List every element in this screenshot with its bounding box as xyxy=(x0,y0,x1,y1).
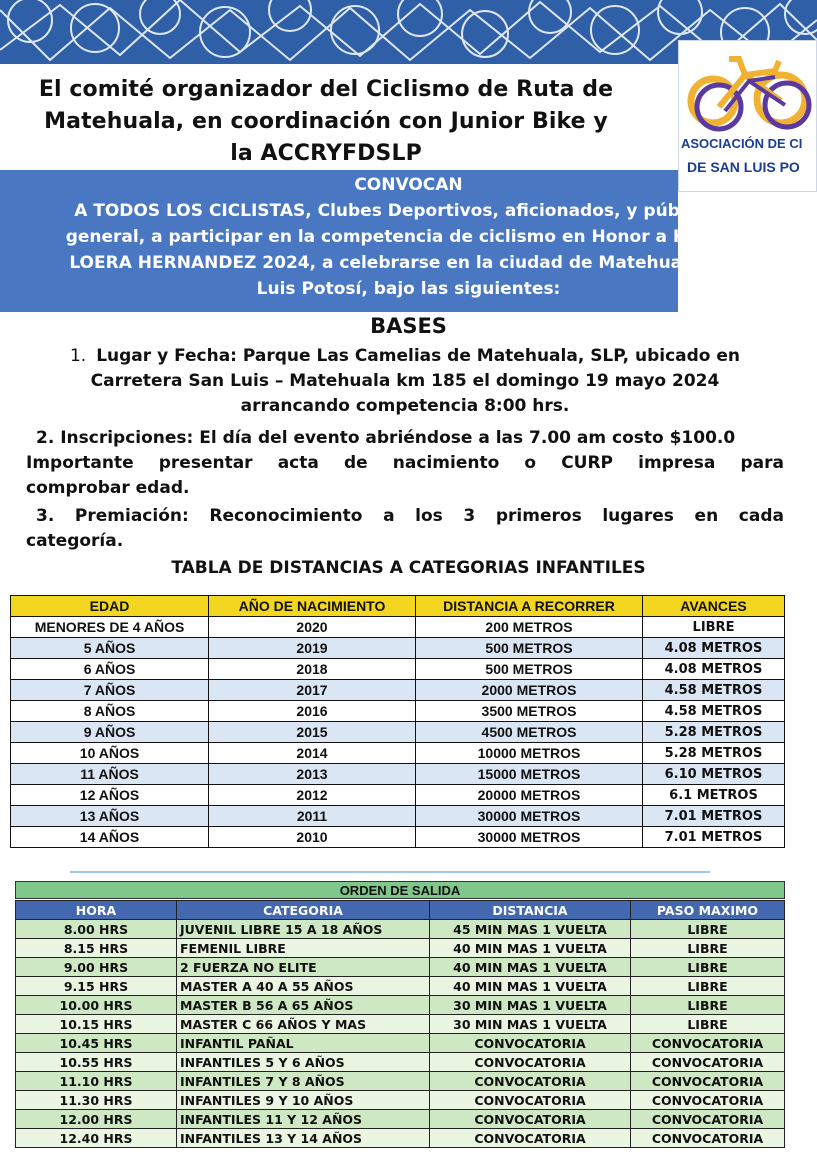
bases-item-1 xyxy=(26,344,784,419)
distances-table-header xyxy=(11,596,785,617)
table-cell: CONVOCATORIA xyxy=(631,1034,785,1053)
table-cell: 4.58 METROS xyxy=(643,701,785,722)
start-order-header xyxy=(16,901,785,920)
table-row xyxy=(16,1053,785,1072)
convocan-text xyxy=(0,172,817,302)
bases-item-1-line2: Carretera San Luis – Matehuala km 185 el domingo 19 mayo 2024 xyxy=(90,371,720,391)
divider xyxy=(70,871,710,873)
table-cell: MASTER C 66 AÑOS Y MAS xyxy=(177,1015,430,1034)
table-cell: 9 AÑOS xyxy=(11,722,209,743)
logo-text-line1: ASOCIACIÓN DE CI xyxy=(681,136,803,151)
table-cell: 20000 METROS xyxy=(416,785,643,806)
col-avances: AVANCES xyxy=(643,596,785,617)
distances-table xyxy=(10,595,785,848)
table-row xyxy=(16,1034,785,1053)
table-cell: 10000 METROS xyxy=(416,743,643,764)
table-row xyxy=(11,743,785,764)
col-distancia-2: DISTANCIA xyxy=(430,901,631,920)
table-cell: 500 METROS xyxy=(416,659,643,680)
table-cell: 7 AÑOS xyxy=(11,680,209,701)
table-cell: LIBRE xyxy=(631,1015,785,1034)
page-heading xyxy=(14,74,638,170)
table-cell: 6.10 METROS xyxy=(643,764,785,785)
table-cell: 2014 xyxy=(209,743,416,764)
table-cell: MASTER B 56 A 65 AÑOS xyxy=(177,996,430,1015)
table-cell: 11.30 HRS xyxy=(16,1091,177,1110)
table-cell: CONVOCATORIA xyxy=(631,1091,785,1110)
table-cell: CONVOCATORIA xyxy=(631,1129,785,1148)
table-cell: CONVOCATORIA xyxy=(430,1110,631,1129)
bases-item-2-line3: comprobar edad. xyxy=(26,478,190,498)
table-cell: CONVOCATORIA xyxy=(430,1091,631,1110)
logo-text-line2: DE SAN LUIS PO xyxy=(687,159,800,175)
table-cell: INFANTILES 7 Y 8 AÑOS xyxy=(177,1072,430,1091)
heading-line2: Matehuala, en coordinación con Junior Bike y xyxy=(44,109,608,134)
table-row xyxy=(11,638,785,659)
table-cell: CONVOCATORIA xyxy=(631,1053,785,1072)
table-cell: 2013 xyxy=(209,764,416,785)
table-cell: 4500 METROS xyxy=(416,722,643,743)
table-cell: 7.01 METROS xyxy=(643,827,785,848)
table-cell: 5 AÑOS xyxy=(11,638,209,659)
table-cell: MENORES DE 4 AÑOS xyxy=(11,617,209,638)
table-cell: 9.00 HRS xyxy=(16,958,177,977)
table-cell: 30 MIN MAS 1 VUELTA xyxy=(430,1015,631,1034)
table-cell: 15000 METROS xyxy=(416,764,643,785)
table-cell: 8.15 HRS xyxy=(16,939,177,958)
table-cell: LIBRE xyxy=(631,958,785,977)
table-row xyxy=(16,977,785,996)
table-cell: 2015 xyxy=(209,722,416,743)
heading-line3: la ACCRYFDSLP xyxy=(230,141,422,166)
table-cell: LIBRE xyxy=(631,996,785,1015)
bicycle-logo-icon xyxy=(679,41,817,136)
table-row xyxy=(11,785,785,806)
col-categoria: CATEGORIA xyxy=(177,901,430,920)
table-row xyxy=(11,722,785,743)
table-cell: 13 AÑOS xyxy=(11,806,209,827)
table-cell: 9.15 HRS xyxy=(16,977,177,996)
bases-title: BASES xyxy=(370,314,447,338)
table-cell: 11 AÑOS xyxy=(11,764,209,785)
table-row xyxy=(11,680,785,701)
table-cell: 10.00 HRS xyxy=(16,996,177,1015)
table-cell: 2010 xyxy=(209,827,416,848)
table-cell: CONVOCATORIA xyxy=(430,1034,631,1053)
table-cell: 12.00 HRS xyxy=(16,1110,177,1129)
bases-item-2-line1: 2. Inscripciones: El día del evento abriéndose a las 7.00 am costo $100.0 xyxy=(36,428,736,448)
table-row xyxy=(16,1129,785,1148)
table-cell: 10.15 HRS xyxy=(16,1015,177,1034)
table-cell: CONVOCATORIA xyxy=(430,1129,631,1148)
table-row xyxy=(11,659,785,680)
table-cell: 2 FUERZA NO ELITE xyxy=(177,958,430,977)
table-row xyxy=(16,1091,785,1110)
table-row xyxy=(16,996,785,1015)
bases-item-1-line3: arrancando competencia 8:00 hrs. xyxy=(240,396,570,416)
table-row xyxy=(11,827,785,848)
col-distancia: DISTANCIA A RECORRER xyxy=(416,596,643,617)
table-cell: INFANTILES 5 Y 6 AÑOS xyxy=(177,1053,430,1072)
table-cell: 40 MIN MAS 1 VUELTA xyxy=(430,939,631,958)
bases-item-1-number: 1. xyxy=(69,346,87,366)
table-cell: 2020 xyxy=(209,617,416,638)
bases-item-3-line2: categoría. xyxy=(26,531,124,551)
table-cell: 500 METROS xyxy=(416,638,643,659)
table-cell: CONVOCATORIA xyxy=(631,1110,785,1129)
distances-table-title: TABLA DE DISTANCIAS A CATEGORIAS INFANTILES xyxy=(171,558,646,578)
table-cell: MASTER A 40 A 55 AÑOS xyxy=(177,977,430,996)
table-cell: LIBRE xyxy=(643,617,785,638)
table-cell: 4.58 METROS xyxy=(643,680,785,701)
col-hora: HORA xyxy=(16,901,177,920)
table-cell: CONVOCATORIA xyxy=(430,1072,631,1091)
table-cell: 8 AÑOS xyxy=(11,701,209,722)
bases-item-1-line1: Lugar y Fecha: Parque Las Camelias de Matehuala, SLP, ubicado en xyxy=(96,346,741,366)
table-row xyxy=(16,958,785,977)
table-cell: 5.28 METROS xyxy=(643,743,785,764)
table-cell: 3500 METROS xyxy=(416,701,643,722)
table-cell: 2011 xyxy=(209,806,416,827)
association-logo xyxy=(678,40,817,192)
table-cell: 2019 xyxy=(209,638,416,659)
table-cell: 30000 METROS xyxy=(416,806,643,827)
table-cell: 2000 METROS xyxy=(416,680,643,701)
table-cell: FEMENIL LIBRE xyxy=(177,939,430,958)
convocan-title: CONVOCAN xyxy=(354,175,463,195)
convocan-line1: A TODOS LOS CICLISTAS, Clubes Deportivos, aficionados, y público en xyxy=(74,201,743,221)
convocan-line4: Luis Potosí, bajo las siguientes: xyxy=(256,279,561,299)
table-cell: 8.00 HRS xyxy=(16,920,177,939)
table-cell: 14 AÑOS xyxy=(11,827,209,848)
table-cell: 2016 xyxy=(209,701,416,722)
table-cell: JUVENIL LIBRE 15 A 18 AÑOS xyxy=(177,920,430,939)
table-row xyxy=(11,617,785,638)
table-cell: LIBRE xyxy=(631,939,785,958)
table-cell: 6 AÑOS xyxy=(11,659,209,680)
table-cell: 200 METROS xyxy=(416,617,643,638)
convocan-line2: general, a participar en la competencia de ciclismo en Honor a HILARIO xyxy=(65,227,752,247)
table-cell: 7.01 METROS xyxy=(643,806,785,827)
start-order-table xyxy=(15,900,785,1148)
table-cell: 2018 xyxy=(209,659,416,680)
bases-item-3-line1: 3. Premiación: Reconocimiento a los 3 primeros lugares en cada xyxy=(36,506,784,526)
bases-item-3 xyxy=(26,504,784,554)
table-cell: 6.1 METROS xyxy=(643,785,785,806)
table-cell: 12 AÑOS xyxy=(11,785,209,806)
table-row xyxy=(16,1110,785,1129)
heading-line1: El comité organizador del Ciclismo de Ruta de xyxy=(38,77,614,102)
table-row xyxy=(16,1072,785,1091)
start-order-title: ORDEN DE SALIDA xyxy=(15,881,785,899)
table-cell: INFANTILES 9 Y 10 AÑOS xyxy=(177,1091,430,1110)
table-cell: INFANTIL PAÑAL xyxy=(177,1034,430,1053)
convocan-line3: LOERA HERNANDEZ 2024, a celebrarse en la ciudad de Matehuala, San xyxy=(69,253,748,273)
table-cell: LIBRE xyxy=(631,977,785,996)
bases-item-2-line2: Importante presentar acta de nacimiento o CURP impresa para xyxy=(26,453,784,473)
col-ano: AÑO DE NACIMIENTO xyxy=(209,596,416,617)
table-row xyxy=(16,920,785,939)
table-cell: INFANTILES 13 Y 14 AÑOS xyxy=(177,1129,430,1148)
table-row xyxy=(11,701,785,722)
col-edad: EDAD xyxy=(11,596,209,617)
table-cell: CONVOCATORIA xyxy=(631,1072,785,1091)
table-cell: CONVOCATORIA xyxy=(430,1053,631,1072)
table-cell: 2017 xyxy=(209,680,416,701)
table-cell: 2012 xyxy=(209,785,416,806)
table-cell: 10 AÑOS xyxy=(11,743,209,764)
table-cell: 4.08 METROS xyxy=(643,659,785,680)
table-cell: 4.08 METROS xyxy=(643,638,785,659)
table-cell: INFANTILES 11 Y 12 AÑOS xyxy=(177,1110,430,1129)
table-cell: 10.55 HRS xyxy=(16,1053,177,1072)
table-cell: 40 MIN MAS 1 VUELTA xyxy=(430,977,631,996)
table-cell: LIBRE xyxy=(631,920,785,939)
table-cell: 11.10 HRS xyxy=(16,1072,177,1091)
table-cell: 30 MIN MAS 1 VUELTA xyxy=(430,996,631,1015)
bases-item-2 xyxy=(26,426,784,501)
table-row xyxy=(16,1015,785,1034)
col-paso-maximo: PASO MAXIMO xyxy=(631,901,785,920)
table-row xyxy=(11,764,785,785)
table-cell: 10.45 HRS xyxy=(16,1034,177,1053)
table-row xyxy=(16,939,785,958)
table-cell: 30000 METROS xyxy=(416,827,643,848)
table-cell: 12.40 HRS xyxy=(16,1129,177,1148)
table-row xyxy=(11,806,785,827)
table-cell: 45 MIN MAS 1 VUELTA xyxy=(430,920,631,939)
table-cell: 5.28 METROS xyxy=(643,722,785,743)
table-cell: 40 MIN MAS 1 VUELTA xyxy=(430,958,631,977)
